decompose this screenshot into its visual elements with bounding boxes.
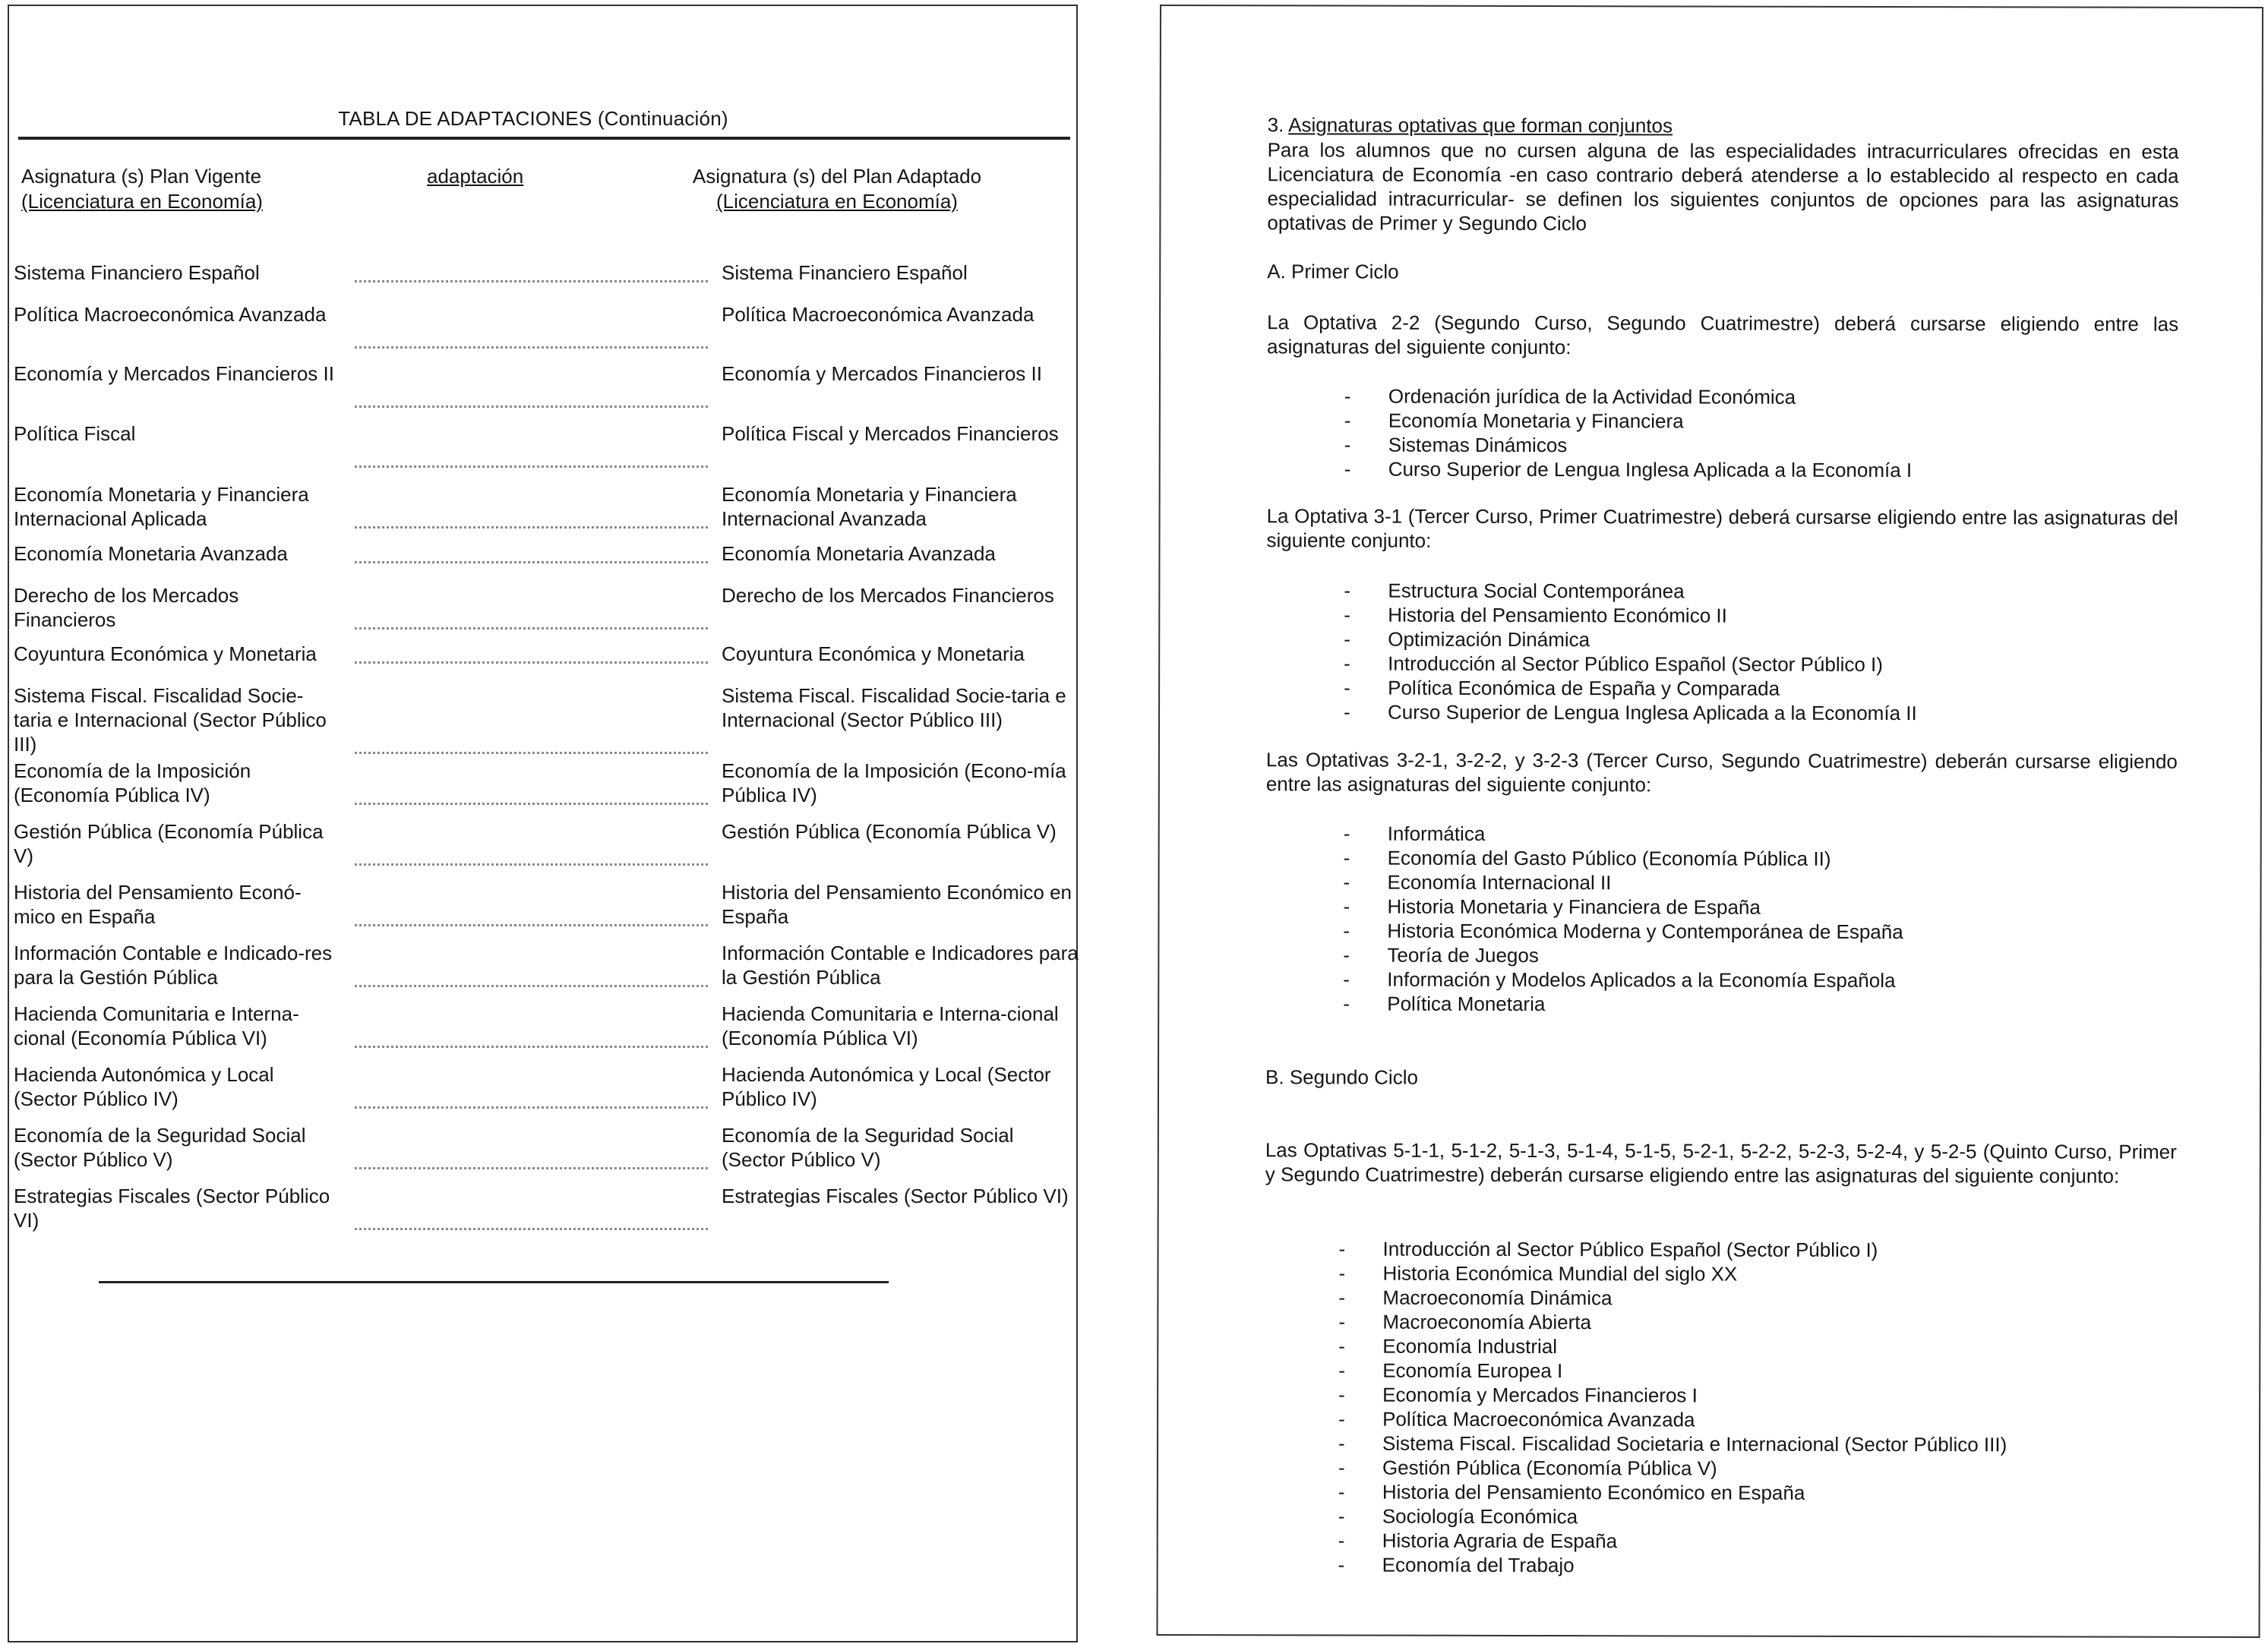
list-item-text: Historia del Pensamiento Económico en España — [1382, 1480, 1805, 1504]
dotted-leader — [355, 279, 708, 282]
header-adapted-line1: Asignatura (s) del Plan Adaptado — [692, 165, 982, 188]
dotted-leader — [355, 464, 708, 468]
header-adapted-plan — [678, 164, 997, 214]
current-subject: Hacienda Comunitaria e Interna-cional (Economía Pública VI) — [14, 1002, 299, 1049]
list-item — [1343, 846, 2147, 872]
list-dash: - — [1344, 700, 1350, 724]
current-subject: Política Fiscal — [14, 422, 136, 445]
list-dash: - — [1338, 1261, 1346, 1285]
list-item — [1338, 1310, 2142, 1336]
list-item-text: Introducción al Sector Público Español (Sector Público I) — [1382, 1237, 1878, 1261]
header-adaptation: adaptación — [427, 165, 524, 188]
list-item — [1343, 992, 2146, 1018]
list-item-text: Teoría de Juegos — [1387, 943, 1539, 967]
adapted-subject: Estrategias Fiscales (Sector Público VI) — [722, 1185, 1069, 1207]
list-item — [1338, 1383, 2142, 1409]
list-item-text: Sistemas Dinámicos — [1388, 433, 1568, 457]
dotted-leader — [355, 345, 708, 349]
list-item-text: Gestión Pública (Economía Pública V) — [1382, 1456, 1717, 1480]
list-2-2 — [1344, 384, 2148, 483]
header-adapted-line2: (Licenciatura en Economía) — [716, 190, 958, 213]
list-dash: - — [1344, 579, 1351, 602]
list-dash: - — [1338, 1480, 1345, 1504]
list-dash: - — [1343, 895, 1350, 918]
list-item — [1338, 1358, 2142, 1384]
dotted-leader — [355, 750, 708, 754]
optativa-3-2-list — [1343, 822, 2147, 1018]
adapted-subject: Economía Monetaria y Financiera Internacional Avanzada — [722, 483, 1017, 530]
list-dash: - — [1338, 1334, 1346, 1358]
list-dash: - — [1338, 1286, 1346, 1309]
list-item-text: Economía y Mercados Financieros I — [1382, 1383, 1698, 1407]
list-item — [1343, 919, 2146, 945]
list-dash: - — [1344, 652, 1350, 675]
list-item-text: Sistema Fiscal. Fiscalidad Societaria e Internacional (Sector Público III) — [1382, 1431, 2007, 1456]
list-item — [1338, 1407, 2142, 1433]
adapted-subject: Información Contable e Indicadores para la Gestión Pública — [722, 942, 1079, 989]
list-dash: - — [1343, 967, 1350, 991]
current-subject: Economía de la Imposición (Economía Pública IV) — [14, 759, 251, 806]
list-item-text: Ordenación jurídica de la Actividad Económica — [1388, 384, 1796, 409]
current-subject: Historia del Pensamiento Econó-mico en España — [14, 881, 302, 928]
list-item — [1343, 943, 2146, 969]
list-dash: - — [1338, 1529, 1345, 1552]
list-item-text: Política Monetaria — [1387, 992, 1546, 1016]
adapted-subject: Historia del Pensamiento Económico en España — [722, 881, 1072, 928]
adapted-subject: Política Macroeconómica Avanzada — [722, 303, 1034, 326]
adapted-subject: Coyuntura Económica y Monetaria — [722, 642, 1025, 665]
dotted-leader — [355, 404, 708, 408]
list-item — [1344, 579, 2147, 604]
list-5 — [1338, 1237, 2143, 1579]
adapted-subject: Sistema Fiscal. Fiscalidad Socie-taria e Internacional (Sector Público III) — [722, 684, 1066, 731]
list-item — [1338, 1334, 2142, 1360]
current-subject: Economía Monetaria y Financiera Internacional Aplicada — [14, 483, 309, 530]
list-3-1 — [1344, 579, 2147, 726]
current-subject: Derecho de los Mercados Financieros — [14, 584, 239, 631]
dotted-leader — [355, 660, 708, 664]
list-item-text: Estructura Social Contemporánea — [1388, 579, 1685, 603]
left-page — [8, 5, 1078, 1642]
right-page — [1157, 5, 2263, 1638]
list-dash: - — [1338, 1383, 1345, 1406]
dotted-leader — [355, 1226, 708, 1230]
current-subject: Economía y Mercados Financieros II — [14, 362, 334, 385]
list-item-text: Macroeconomía Dinámica — [1382, 1286, 1613, 1310]
list-item-text: Economía Monetaria y Financiera — [1388, 409, 1684, 433]
header-current-line1: Asignatura (s) Plan Vigente — [21, 165, 262, 188]
list-item — [1343, 895, 2146, 920]
dotted-leader — [355, 1166, 708, 1169]
dotted-leader — [355, 1044, 708, 1048]
list-item — [1343, 967, 2146, 993]
list-item — [1338, 1286, 2142, 1311]
adapted-subject: Gestión Pública (Economía Pública V) — [722, 820, 1057, 843]
section-number: 3. — [1267, 113, 1284, 137]
list-item — [1338, 1456, 2142, 1481]
dotted-leader — [355, 626, 708, 630]
list-item — [1344, 457, 2148, 483]
adapted-subject: Economía de la Seguridad Social (Sector Público V) — [722, 1124, 1014, 1171]
list-item-text: Información y Modelos Aplicados a la Economía Española — [1387, 967, 1896, 992]
adapted-subject: Hacienda Comunitaria e Interna-cional (Economía Pública VI) — [722, 1002, 1059, 1049]
list-dash: - — [1344, 627, 1350, 651]
list-item-text: Política Macroeconómica Avanzada — [1382, 1407, 1695, 1431]
list-item-text: Economía Europea I — [1382, 1358, 1563, 1383]
dotted-leader — [355, 1105, 708, 1109]
cycle-a-heading: A. Primer Ciclo — [1267, 260, 1399, 283]
adapted-subject: Política Fiscal y Mercados Financieros — [722, 422, 1059, 445]
current-subject: Sistema Fiscal. Fiscalidad Socie-taria e Internacional (Sector Público III) — [14, 684, 327, 756]
list-dash: - — [1338, 1237, 1346, 1261]
list-dash: - — [1343, 943, 1350, 967]
list-item-text: Optimización Dinámica — [1388, 627, 1590, 652]
list-item — [1338, 1553, 2142, 1579]
list-dash: - — [1338, 1504, 1345, 1528]
list-item — [1338, 1529, 2142, 1554]
optativa-2-2-paragraph: La Optativa 2-2 (Segundo Curso, Segundo Cuatrimestre) deberá cursarse eligiendo entre las asignaturas del siguiente conjunto: — [1267, 311, 2179, 359]
list-dash: - — [1338, 1310, 1346, 1333]
list-dash: - — [1343, 870, 1350, 894]
list-item-text: Política Económica de España y Comparada — [1388, 676, 1780, 700]
table-title: TABLA DE ADAPTACIONES (Continuación) — [338, 107, 728, 130]
list-dash: - — [1338, 1358, 1345, 1382]
section-heading — [1268, 112, 2179, 139]
list-dash: - — [1338, 1407, 1345, 1431]
list-item-text: Historia Monetaria y Financiera de España — [1387, 895, 1761, 919]
list-dash: - — [1338, 1553, 1345, 1576]
optativa-3-1-list — [1344, 579, 2147, 726]
list-item-text: Curso Superior de Lengua Inglesa Aplicada a la Economía II — [1388, 700, 1917, 725]
adapted-subject: Hacienda Autonómica y Local (Sector Público IV) — [722, 1063, 1051, 1110]
optativa-5-paragraph: Las Optativas 5-1-1, 5-1-2, 5-1-3, 5-1-4, 5-1-5, 5-2-1, 5-2-2, 5-2-3, 5-2-4, y 5-2-5 (Quinto Curso, Primer y Segundo Cuatrimestre) deberán cursarse eligiendo entre las asignaturas del siguiente conjunto: — [1265, 1138, 2177, 1188]
list-item — [1343, 870, 2147, 896]
current-subject: Economía de la Seguridad Social (Sector Público V) — [14, 1124, 306, 1171]
list-dash: - — [1338, 1431, 1345, 1455]
current-subject: Gestión Pública (Economía Pública V) — [14, 820, 324, 867]
list-item — [1338, 1431, 2142, 1457]
adapted-subject: Economía de la Imposición (Econo-mía Pública IV) — [722, 759, 1066, 806]
list-dash: - — [1344, 384, 1351, 408]
list-item — [1338, 1237, 2143, 1263]
list-item — [1344, 652, 2147, 677]
list-item-text: Economía Internacional II — [1387, 870, 1612, 895]
list-item — [1338, 1261, 2142, 1287]
dotted-leader — [355, 560, 708, 563]
list-item — [1343, 822, 2147, 847]
list-item — [1338, 1504, 2142, 1530]
list-item-text: Economía Industrial — [1382, 1334, 1558, 1358]
section-title: Asignaturas optativas que forman conjuntos — [1288, 113, 1673, 137]
dotted-leader — [355, 862, 708, 866]
list-dash: - — [1344, 676, 1350, 699]
dotted-leader — [355, 983, 708, 987]
title-rule — [18, 137, 1070, 140]
list-dash: - — [1343, 846, 1350, 869]
current-subject: Estrategias Fiscales (Sector Público VI) — [14, 1185, 330, 1232]
list-3-2 — [1343, 822, 2147, 1018]
header-current-line2: (Licenciatura en Economía) — [21, 190, 263, 213]
list-dash: - — [1343, 919, 1350, 942]
list-item-text: Curso Superior de Lengua Inglesa Aplicada a la Economía I — [1388, 457, 1913, 482]
adapted-subject: Economía y Mercados Financieros II — [722, 362, 1042, 385]
list-item — [1344, 676, 2147, 702]
current-subject: Coyuntura Económica y Monetaria — [14, 642, 317, 665]
optativa-3-1-paragraph: La Optativa 3-1 (Tercer Curso, Primer Cuatrimestre) deberá cursarse eligiendo entre las asignaturas del siguiente conjunto: — [1266, 504, 2178, 552]
adapted-subject: Economía Monetaria Avanzada — [722, 542, 996, 565]
list-dash: - — [1344, 603, 1351, 626]
dotted-leader — [355, 801, 708, 805]
adapted-subject: Derecho de los Mercados Financieros — [722, 584, 1054, 607]
current-subject: Hacienda Autonómica y Local (Sector Público IV) — [14, 1063, 274, 1110]
dotted-leader — [355, 525, 708, 529]
list-dash: - — [1338, 1456, 1345, 1479]
optativa-2-2-list — [1344, 384, 2148, 483]
list-item-text: Historia Económica Mundial del siglo XX — [1382, 1261, 1738, 1286]
current-subject: Sistema Financiero Español — [14, 261, 260, 284]
list-item — [1344, 627, 2147, 653]
current-subject: Economía Monetaria Avanzada — [14, 542, 288, 565]
header-current-plan — [21, 164, 355, 214]
list-item-text: Historia del Pensamiento Económico II — [1388, 603, 1727, 627]
list-item — [1344, 603, 2147, 629]
list-dash: - — [1343, 992, 1350, 1015]
cycle-b-heading: B. Segundo Ciclo — [1265, 1065, 1418, 1089]
section-intro: Para los alumnos que no cursen alguna de las especialidades intracurriculares ofrecidas en esta Licenciatura de Economía -en caso contrario deberá atenderse a lo establecido al respecto en cada especialidad intracurricular- se definen los siguientes conjuntos de opciones para las asignaturas optativas de Primer y Segundo Ciclo — [1267, 138, 2179, 235]
list-dash: - — [1343, 822, 1350, 845]
list-item-text: Economía del Trabajo — [1382, 1553, 1575, 1577]
list-item — [1344, 700, 2147, 726]
list-item-text: Historia Económica Moderna y Contemporánea de España — [1387, 919, 1903, 944]
list-item-text: Informática — [1387, 822, 1486, 845]
current-subject: Política Macroeconómica Avanzada — [14, 303, 327, 326]
optativa-3-2-paragraph: Las Optativas 3-2-1, 3-2-2, y 3-2-3 (Tercer Curso, Segundo Cuatrimestre) deberán cursarse eligiendo entre las asignaturas del siguiente conjunto: — [1265, 748, 2178, 797]
current-subject: Información Contable e Indicado-res para la Gestión Pública — [14, 942, 333, 989]
optativa-5-list — [1338, 1237, 2143, 1579]
list-item-text: Historia Agraria de España — [1382, 1529, 1618, 1553]
adapted-subject: Sistema Financiero Español — [722, 261, 968, 284]
list-item — [1344, 384, 2148, 410]
list-item — [1344, 409, 2148, 434]
list-dash: - — [1344, 457, 1351, 481]
dotted-leader — [355, 923, 708, 926]
list-item — [1338, 1480, 2142, 1506]
list-item — [1344, 433, 2148, 459]
list-item-text: Sociología Económica — [1382, 1504, 1578, 1529]
list-item-text: Economía del Gasto Público (Economía Pública II) — [1387, 846, 1831, 870]
list-item-text: Introducción al Sector Público Español (Sector Público I) — [1388, 652, 1883, 676]
list-item-text: Macroeconomía Abierta — [1382, 1310, 1591, 1334]
bottom-rule — [99, 1281, 889, 1283]
list-dash: - — [1344, 409, 1351, 432]
list-dash: - — [1344, 433, 1351, 456]
